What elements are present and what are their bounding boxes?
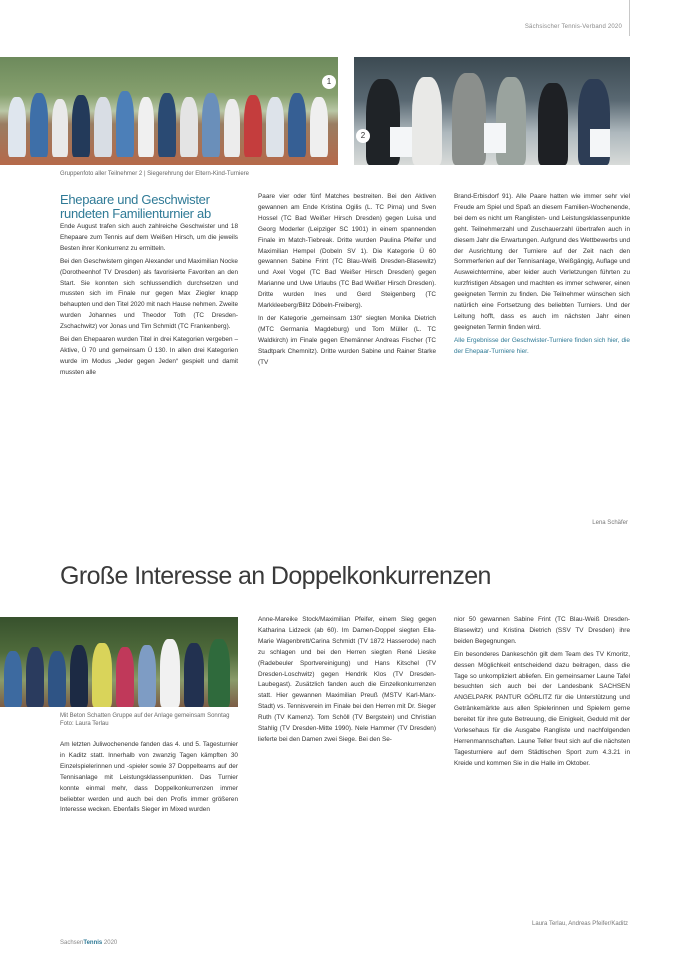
paragraph: Am letzten Juliwochenende fanden das 4. und 5. Tagesturnier in Kaditz statt. Innerhalb von zwanzig Tagen kämpften 30 Einzelspielerinnen und -spieler sowie 37 Doppelteams auf der Tennisanlage mit Leistungsklassenpunkten. Das Turnier konnte einmal mehr, dass Doppelkonkurrenzen immer beliebter werden und auch bei den Profis immer größeren Interesse wecken. Ebenfalls Sieger im Mixed wurden	[60, 741, 238, 814]
article1-column-2	[258, 192, 436, 371]
article-subheading: Ehepaare und Geschwister rundeten Familienturnier ab	[60, 192, 211, 221]
paragraph: Anne-Mareike Stock/Maximilian Pfeifer, einem Sieg gegen Katharina Lidzeck (ab 60). Im Damen-Doppel siegten Ella-Marie Wagenbrett/Carina Schmidt (TV 1872 Hasserode) nach zu schlagen und bei den Herren siegten René Lieske (Radebeuler Sportvereinigung) und Hans Kitschel (TV Dresden-Loschwitz) gegen Hendrik Klos (TV Dresden-Laubegast). Zusätzlich fanden auch die Einzelkonkurrenzen statt. Hier gewannen Maximilian Preuß (MSTV Karl-Marx-Stadt) vs. Tennisverein im Finale bei den Herren mit Dr. Sieger Ruth (TV Kamenz). Tom Schöll (TV Bergstein) und Christian Stahlig (TV Dresden-Mitte 1990). Nele Hammer (TV Dresden) lieferte bei den Damen zwei Siege. Bei den Se-	[258, 616, 436, 743]
header-divider	[629, 0, 630, 36]
paragraph: In der Kategorie „gemeinsam 130“ siegten Monika Dietrich (MTC Germania Magdeburg) und Tom Müller (L. TC Waldkirch) im Finale gegen Ehemänner Andreas Fischer (TC Stadtpark Chemnitz). Dritte wurden Sabine und Rainer Starke (TV	[258, 314, 436, 366]
photo-caption: Gruppenfoto aller Teilnehmer 2 | Siegerehrung der Eltern-Kind-Turniere	[60, 171, 249, 177]
running-header: Sächsischer Tennis-Verband 2020	[524, 24, 622, 30]
footer-prefix: Sachsen	[60, 940, 84, 946]
photo-number-badge: 2	[356, 129, 370, 143]
article-author: Laura Terlau, Andreas Pfeifer/Kaditz	[532, 921, 628, 927]
results-link[interactable]: Alle Ergebnisse der Geschwister-Turniere finden sich hier, die der Ehepaar-Turniere hier.	[454, 336, 630, 355]
paragraph: Ende August trafen sich auch zahlreiche Geschwister und 18 Ehepaare zum Tennis auf dem Weißen Hirsch, um die jeweils Besten ihrer Konkurrenz zu ermitteln.	[60, 223, 238, 252]
group-photo-players	[0, 57, 338, 165]
paragraph: Brand-Erbisdorf 91). Alle Paare hatten wie immer sehr viel Freude am Spiel und Spaß an diesem Familien-Wochenende, bei dem es nicht um Ranglisten- und Leistungsklassenpunkte geht. Teilnehmerzahl und Zuschauerzahl übertrafen auch in diesem Jahr die Erwartungen. Aufgrund des Wettbewerbs und der Ausrichtung der Turniere auf der Zeit nach den Sommerferien auf der Tennisanlage, Weißgängig, Auflage und Ausweichtermine, aber leider auch Verletzungen führten zu kurzfristigen Absagen und machten es immer schwerer, einen geeigneten Termin zu finden. Die Teilnehmer wünschen sich natürlich eine Fortsetzung des beliebten Turniers. Und der Leitung hofft, dass es auch im nächsten Jahr einen geeigneten Termin finden wird.	[454, 193, 630, 331]
photo-caption: Mit Beton Schatten Gruppe auf der Anlage gemeinsam Sonntag Foto: Laura Terlau	[60, 713, 230, 727]
article-author: Lena Schäfer	[592, 520, 628, 526]
page-footer	[60, 940, 117, 946]
article2-column-1	[60, 740, 238, 818]
paragraph: nior 50 gewannen Sabine Frint (TC Blau-Weiß Dresden-Blasewitz) und Kristina Dietrich (SSV TV Dresden) ihre beiden Begegnungen.	[454, 616, 630, 645]
article1-column-3	[454, 192, 630, 360]
doubles-group-photo	[0, 617, 238, 707]
photo-number-badge: 1	[322, 75, 336, 89]
footer-brand: Tennis	[83, 940, 103, 946]
paragraph: Bei den Geschwistern gingen Alexander und Maximilian Nocke (Dorotheenhof TV Dresden) als favorisierte Favoriten an den Start. Sie konnten sich schlussendlich durchsetzen und mussten sich im Finale nur gegen Max Ziegler knapp behaupten und den Titel 2020 mit nach Hause nehmen. Zweite wurden Johannes und Theodor Toth (TC Dresden-Zschachwitz) vor Jonas und Tim Schmidt (TC Frankenberg).	[60, 257, 238, 331]
article2-column-2	[258, 615, 436, 748]
footer-issue: 2020	[103, 940, 118, 946]
article-headline: Große Interesse an Doppelkonkurrenzen	[60, 562, 491, 590]
paragraph: Ein besonderes Dankeschön gilt dem Team des TV Kmoritz, dessen Möglichkeit entscheidend dazu beitragen, dass die Tage so unkompliziert abliefen. Ein gemeinsamer Laune Tafel besuchten sich auch bei der Landesbank SACHSEN ANGELPARK PANTUR GÖRLITZ für die Unterstützung und Getränkemärkte aus allen Spielerinnen und Spielern gerne bereitet für ihre gute Betreuung, die Einigkeit, Geduld mit der Vorlesehaus für die Ausgabe Rangliste und nachfolgenden Herrenmannschaften. Laune Teller freut sich auf die nächsten Tagesturniere auf dem Städtischen Sport zum 4.3.21 in Kreide und kommen Sie in die Halle im Oktober.	[454, 650, 630, 767]
paragraph: Paare vier oder fünf Matches bestreiten. Bei den Aktiven gewannen am Ende Kristina Ogilis (L. TC Pirna) und Sven Hossel (TC Bad Weißer Hirsch Dresden) gegen Luisa und Georg Moderler (Leipziger SC 1901) in einem spannenden Finale im Match-Tiebreak. Dritte wurden Paulina Pfeifer und Maximilian Hempel (Dobeln SV 1). Die Kategorie Ü 60 gewannen Sabine Frint (TC Blau-Weiß Dresden-Blasewitz) und Axel Vogel (TC Bad Weißer Hirsch Dresden) gegen Marianne und Uwe Urlaubs (TC Bad Weißer Hirsch Dresden). Dritte wurden Ines und Gerd Steigenberg (TC Markkleeberg/Blitz Döbeln-Freiberg).	[258, 193, 436, 310]
article1-column-1	[60, 222, 238, 381]
article2-column-3	[454, 615, 630, 772]
paragraph: Bei den Ehepaaren wurden Titel in drei Kategorien vergeben – Aktive, Ü 70 und gemeinsam Ü 130. In allen drei Kategorien wurde im Modus „Jeder gegen Jeden“ gespielt und damit mussten alle	[60, 336, 238, 376]
award-ceremony-photo	[354, 57, 630, 165]
